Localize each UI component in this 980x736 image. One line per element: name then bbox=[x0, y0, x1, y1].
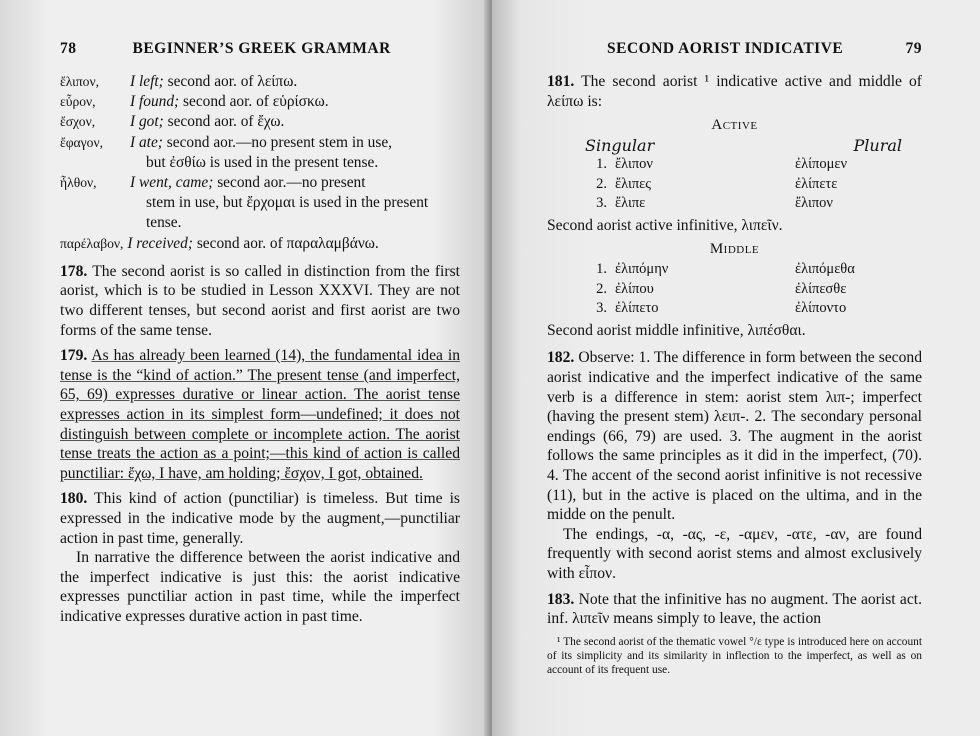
plural-form: ἔλιπον bbox=[795, 195, 833, 212]
section-number: 183. bbox=[547, 590, 575, 608]
paradigm-row bbox=[547, 155, 922, 175]
singular-form: ἐλιπόμην bbox=[615, 261, 669, 278]
vocab-greek: παρέλαβον, bbox=[60, 235, 124, 251]
running-head-right: SECOND AORIST INDICATIVE bbox=[607, 40, 844, 57]
section-number: 179. bbox=[60, 347, 88, 365]
vocab-entry bbox=[60, 72, 460, 92]
paradigm-column-headers bbox=[547, 136, 922, 155]
singular-form: ἔλιπε bbox=[615, 195, 646, 212]
page-number-right: 79 bbox=[905, 40, 922, 57]
section-182 bbox=[547, 348, 922, 524]
vocab-greek: ἔσχον, bbox=[60, 114, 96, 130]
vocab-entry bbox=[60, 133, 460, 173]
vocab-entry bbox=[60, 92, 460, 112]
vocab-entry bbox=[60, 112, 460, 132]
section-number: 180. bbox=[60, 490, 88, 508]
middle-paradigm bbox=[547, 260, 922, 319]
singular-form: ἐλίπετο bbox=[615, 300, 659, 317]
vocab-note-continued: stem in use, but ἔρχομαι is used in the present tense. bbox=[146, 194, 429, 232]
section-183 bbox=[547, 590, 922, 629]
vocab-note: second aor. of παραλαμβάνω. bbox=[192, 234, 379, 252]
paradigm-row bbox=[547, 260, 922, 280]
plural-label: Plural bbox=[853, 136, 902, 156]
section-181 bbox=[547, 72, 922, 111]
singular-form: ἔλιπες bbox=[615, 175, 651, 192]
section-text: The second aorist is so called in distinction from the first aorist, which is to be studied in Lesson XXXVI. They are not two different tenses, but second aorist and first aorist are two forms of the same tense. bbox=[60, 262, 460, 339]
running-head-left: BEGINNER’S GREEK GRAMMAR bbox=[132, 40, 391, 57]
singular-form: ἐλίπου bbox=[615, 280, 654, 297]
active-paradigm bbox=[547, 155, 922, 214]
section-number: 182. bbox=[547, 349, 575, 367]
paradigm-row bbox=[547, 280, 922, 300]
singular-form: ἔλιπον bbox=[615, 156, 653, 173]
vocab-note: second aor. of εὑρίσκω. bbox=[179, 93, 329, 111]
plural-form: ἐλίποντο bbox=[795, 300, 847, 317]
person-number: 1. bbox=[596, 156, 607, 173]
vocab-note-continued: but ἐσθίω is used in the present tense. bbox=[146, 153, 379, 171]
vocab-greek: εὗρον, bbox=[60, 94, 96, 110]
plural-form: ἐλιπόμεθα bbox=[795, 261, 855, 278]
vocab-gloss: I received; bbox=[127, 234, 193, 252]
section-text: Observe: 1. The difference in form between the second aorist indicative and the imperfect indicative of the same verb is a difference in stem: aorist stem λιπ-; imperfect (having the present stem) λειπ-. 2. The secondary personal endings (66, 79) are used. 3. The augment in the aorist follows the same principles as it did in the imperfect, (70). 4. The accent of the second aorist infinitive is not recessive (11), but in the active is placed on the ultima, and in the midde on the penult. bbox=[547, 349, 922, 524]
section-180 bbox=[60, 489, 460, 548]
person-number: 1. bbox=[596, 261, 607, 278]
vocabulary-list bbox=[60, 72, 460, 254]
vocab-entry bbox=[60, 234, 460, 254]
singular-label: Singular bbox=[585, 136, 655, 156]
vocab-entry bbox=[60, 173, 460, 234]
vocab-note: second aor. of λείπω. bbox=[163, 73, 298, 90]
right-page bbox=[492, 0, 980, 736]
section-182-continued: The endings, -α, -ας, -ε, -αμεν, -ατε, -αν, are found frequently with second aorist stems and almost exclusively with εἶπον. bbox=[547, 525, 922, 582]
person-number: 2. bbox=[596, 175, 607, 192]
middle-infinitive: Second aorist middle infinitive, λιπέσθαι. bbox=[547, 321, 806, 339]
section-179 bbox=[60, 346, 460, 483]
vocab-gloss: I got; bbox=[130, 113, 164, 131]
vocab-gloss: I left; bbox=[130, 73, 164, 90]
running-header-left bbox=[60, 40, 460, 58]
paradigm-row bbox=[547, 194, 922, 214]
vocab-greek: ἦλθον, bbox=[60, 175, 97, 191]
paradigm-row bbox=[547, 299, 922, 319]
vocab-note: second aor. of ἔχω. bbox=[163, 113, 285, 131]
vocab-gloss: I found; bbox=[130, 93, 180, 111]
active-heading: Active bbox=[711, 117, 758, 134]
plural-form: ἐλίπετε bbox=[795, 175, 838, 192]
section-number: 181. bbox=[547, 73, 575, 90]
section-text: The second aorist ¹ indicative active and middle of λείπω is: bbox=[547, 73, 923, 110]
person-number: 3. bbox=[596, 195, 607, 212]
paradigm-row bbox=[547, 175, 922, 195]
section-text: As has already been learned (14), the fundamental idea in tense is the “kind of action.” The present tense (and imperfect, 65, 69) expresses durative or linear action. The aorist tense expresses action in its simplest form—undefined; it does not distinguish between complete or incomplete action. The aorist tense treats the action as a point;—this kind of action is called punctiliar: ἔχω, I have, am holding; ἔσχον, I got, obtained. bbox=[60, 347, 461, 482]
running-header-right bbox=[547, 40, 922, 58]
plural-form: ἐλίπομεν bbox=[795, 156, 848, 173]
section-178 bbox=[60, 262, 460, 340]
vocab-greek: ἔφαγον, bbox=[60, 134, 104, 150]
vocab-gloss: I ate; bbox=[130, 133, 163, 151]
section-text: This kind of action (punctiliar) is timeless. But time is expressed in the indicative mode by the augment,—punctiliar action in past time, generally. bbox=[60, 490, 460, 547]
vocab-note: second aor.—no present stem in use, bbox=[162, 133, 393, 151]
middle-heading: Middle bbox=[709, 241, 760, 258]
plural-form: ἐλίπεσθε bbox=[795, 280, 847, 297]
vocab-gloss: I went, came; bbox=[130, 174, 214, 192]
section-number: 178. bbox=[60, 262, 88, 280]
person-number: 2. bbox=[596, 280, 607, 297]
person-number: 3. bbox=[596, 300, 607, 317]
section-text: Note that the infinitive has no augment. The aorist act. inf. λιπεῖν means simply to leave, the action bbox=[547, 590, 922, 628]
active-infinitive: Second aorist active infinitive, λιπεῖν. bbox=[547, 216, 783, 234]
vocab-note: second aor.—no present bbox=[213, 174, 366, 192]
page-number-left: 78 bbox=[60, 40, 77, 57]
footnote: ¹ The second aorist of the thematic vowel °/ε type is introduced here on account of its simplicity and its similarity in inflection to the imperfect, as well as on account of its frequent use. bbox=[547, 635, 922, 677]
section-180-continued: In narrative the difference between the aorist indicative and the imperfect indicative is just this: the aorist indicative expresses punctiliar action in past time, while the imperfect indicative expresses durative action in past time. bbox=[60, 549, 460, 625]
vocab-greek: ἔλιπον, bbox=[60, 74, 99, 89]
